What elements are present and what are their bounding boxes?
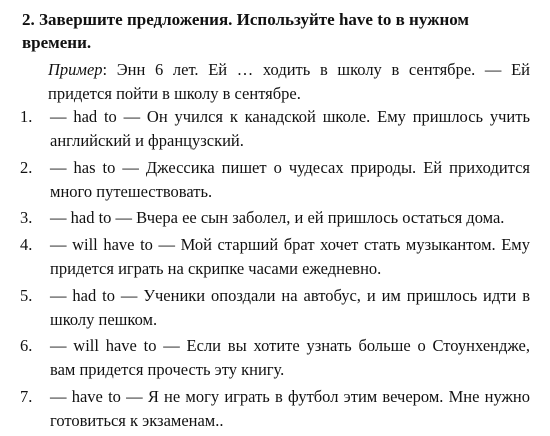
list-item: [20, 105, 530, 153]
example-line: [20, 58, 530, 106]
item-number: 7.: [20, 387, 33, 407]
item-text: — will have to — Если вы хотите узнать больше о Стоунхендже, вам придется прочесть эту книгу.: [50, 336, 530, 380]
item-number: 2.: [20, 157, 33, 177]
list-item: [20, 233, 530, 281]
item-text: — had to — Он учился к канадской школе. Ему пришлось учить английский и французский.: [50, 107, 530, 150]
item-text: — had to — Вчера ее сын заболел, и ей пришлось остаться дома.: [50, 208, 505, 228]
item-text: — has to — Джессика пишет о чудесах природы. Ей приходится много путешествовать.: [50, 157, 530, 201]
item-number: 5.: [20, 285, 33, 305]
list-item: [20, 284, 530, 332]
answer-list: [20, 105, 530, 436]
item-number: 3.: [20, 208, 33, 228]
list-item: [20, 206, 530, 230]
list-item: [20, 385, 530, 433]
item-number: 6.: [20, 336, 33, 356]
example-label: Пример: [48, 60, 103, 79]
exercise-title: 2. Завершите предложения. Используйте have to в нужном времени.: [22, 10, 469, 52]
list-item: [20, 334, 530, 382]
list-item: [20, 156, 530, 204]
example-paragraph: [20, 58, 530, 106]
item-text: — have to — Я не могу играть в футбол этим вечером. Мне нужно готовиться к экзаменам..: [50, 387, 530, 431]
item-text: — will have to — Мой старший брат хочет стать музыкантом. Ему придется играть на скрипке часами ежедневно.: [50, 235, 530, 279]
item-number: 4.: [20, 235, 33, 255]
item-number: 1.: [20, 107, 33, 126]
item-text: — had to — Ученики опоздали на автобус, и им пришлось идти в школу пешком.: [50, 285, 530, 329]
example-text: : Энн 6 лет. Ей … ходить в школу в сентябре. — Ей придется пойти в школу в сентябре.: [48, 60, 530, 103]
